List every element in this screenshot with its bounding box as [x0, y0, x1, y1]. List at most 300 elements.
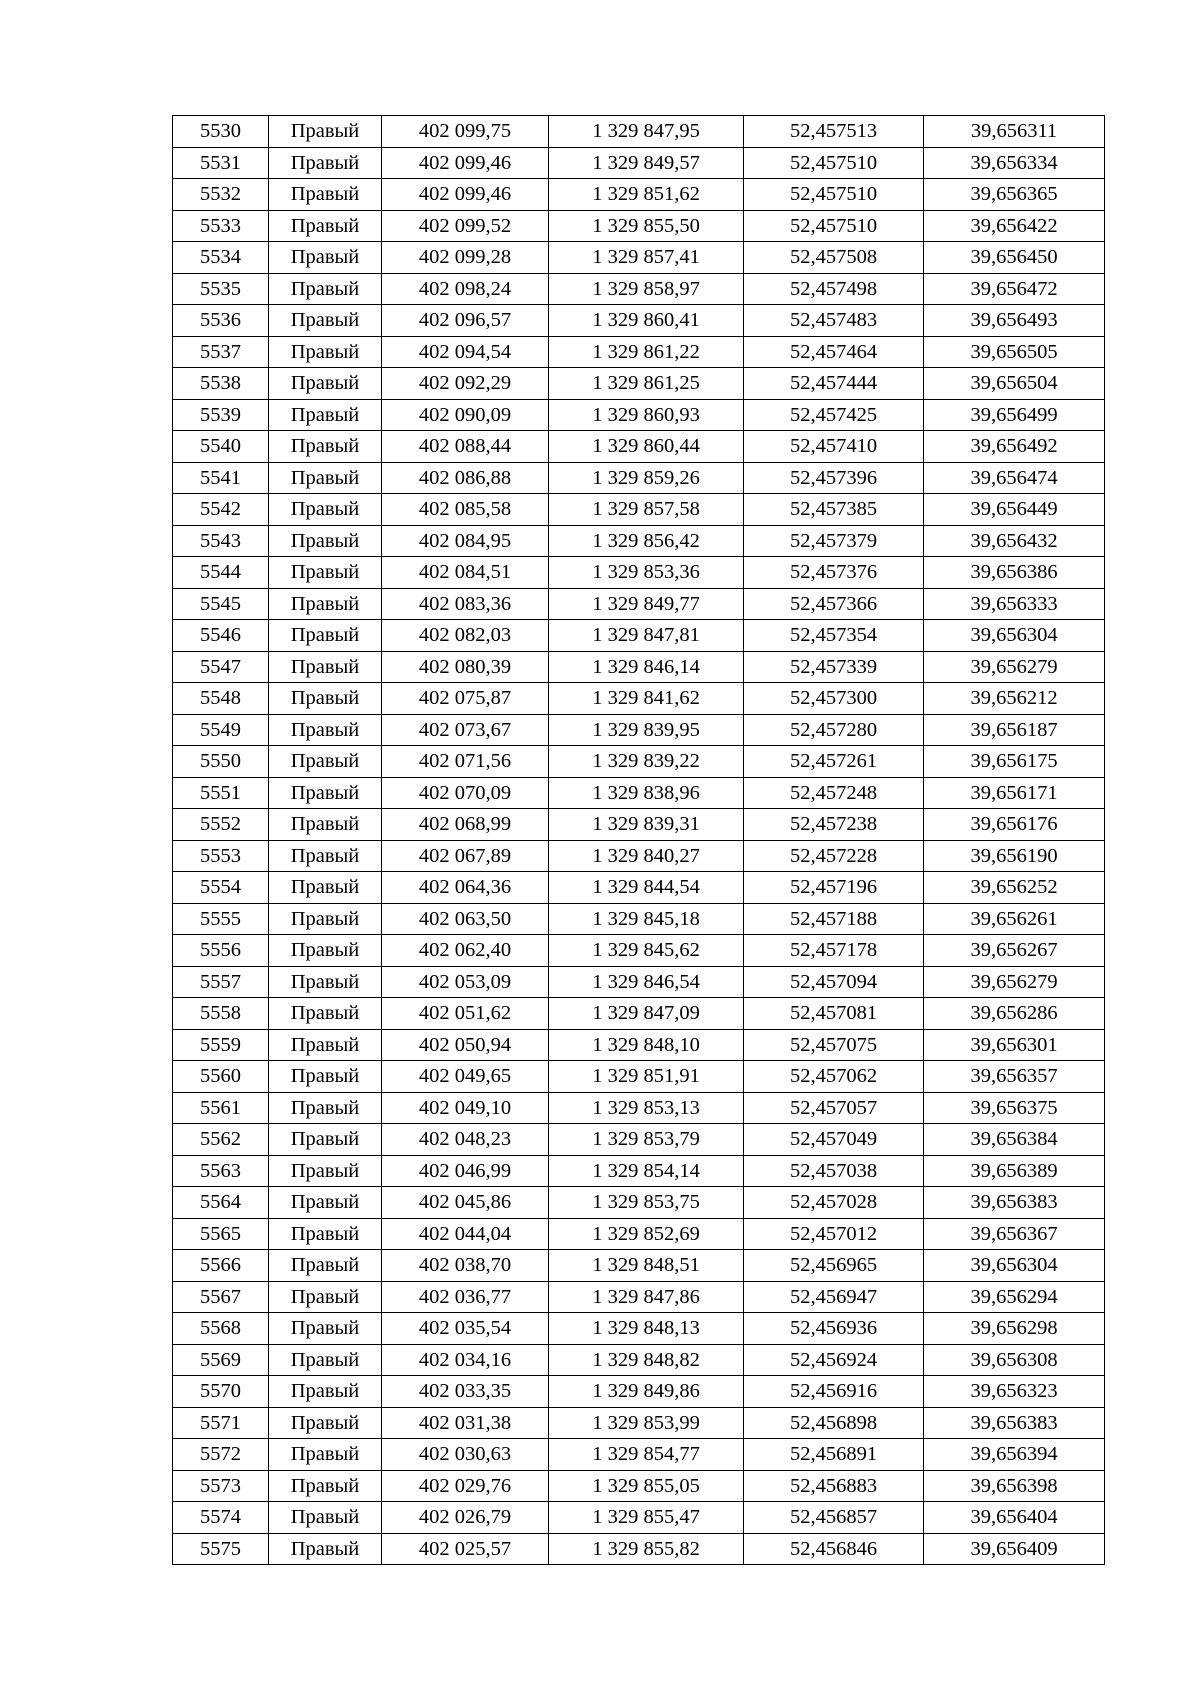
table-row: [173, 1470, 1105, 1502]
point-number-cell: 5572: [173, 1439, 269, 1471]
longitude-cell: 39,656311: [924, 116, 1105, 148]
side-cell: Правый: [269, 1061, 382, 1093]
longitude-cell: 39,656267: [924, 935, 1105, 967]
longitude-cell: 39,656492: [924, 431, 1105, 463]
point-number-cell: 5532: [173, 179, 269, 211]
y-coordinate-cell: 1 329 845,18: [549, 903, 744, 935]
x-coordinate-cell: 402 034,16: [382, 1344, 549, 1376]
point-number-cell: 5563: [173, 1155, 269, 1187]
table-row: [173, 242, 1105, 274]
table-row: [173, 1250, 1105, 1282]
point-number-cell: 5574: [173, 1502, 269, 1534]
y-coordinate-cell: 1 329 848,13: [549, 1313, 744, 1345]
x-coordinate-cell: 402 051,62: [382, 998, 549, 1030]
y-coordinate-cell: 1 329 860,44: [549, 431, 744, 463]
table-row: [173, 1218, 1105, 1250]
table-row: [173, 1061, 1105, 1093]
table-row: [173, 903, 1105, 935]
longitude-cell: 39,656323: [924, 1376, 1105, 1408]
y-coordinate-cell: 1 329 847,09: [549, 998, 744, 1030]
longitude-cell: 39,656472: [924, 273, 1105, 305]
latitude-cell: 52,457410: [744, 431, 924, 463]
x-coordinate-cell: 402 099,75: [382, 116, 549, 148]
x-coordinate-cell: 402 062,40: [382, 935, 549, 967]
x-coordinate-cell: 402 046,99: [382, 1155, 549, 1187]
x-coordinate-cell: 402 084,95: [382, 525, 549, 557]
table-row: [173, 557, 1105, 589]
longitude-cell: 39,656383: [924, 1187, 1105, 1219]
table-row: [173, 1376, 1105, 1408]
x-coordinate-cell: 402 049,65: [382, 1061, 549, 1093]
side-cell: Правый: [269, 872, 382, 904]
longitude-cell: 39,656505: [924, 336, 1105, 368]
point-number-cell: 5556: [173, 935, 269, 967]
point-number-cell: 5537: [173, 336, 269, 368]
side-cell: Правый: [269, 116, 382, 148]
longitude-cell: 39,656499: [924, 399, 1105, 431]
table-row: [173, 840, 1105, 872]
coordinates-table: [172, 115, 1105, 1565]
latitude-cell: 52,457508: [744, 242, 924, 274]
x-coordinate-cell: 402 094,54: [382, 336, 549, 368]
point-number-cell: 5568: [173, 1313, 269, 1345]
point-number-cell: 5550: [173, 746, 269, 778]
point-number-cell: 5573: [173, 1470, 269, 1502]
y-coordinate-cell: 1 329 855,47: [549, 1502, 744, 1534]
side-cell: Правый: [269, 399, 382, 431]
side-cell: Правый: [269, 336, 382, 368]
latitude-cell: 52,457261: [744, 746, 924, 778]
y-coordinate-cell: 1 329 848,10: [549, 1029, 744, 1061]
table-row: [173, 1155, 1105, 1187]
longitude-cell: 39,656365: [924, 179, 1105, 211]
x-coordinate-cell: 402 025,57: [382, 1533, 549, 1565]
table-row: [173, 1187, 1105, 1219]
latitude-cell: 52,456883: [744, 1470, 924, 1502]
point-number-cell: 5547: [173, 651, 269, 683]
table-row: [173, 1533, 1105, 1565]
longitude-cell: 39,656252: [924, 872, 1105, 904]
y-coordinate-cell: 1 329 851,91: [549, 1061, 744, 1093]
latitude-cell: 52,457385: [744, 494, 924, 526]
x-coordinate-cell: 402 084,51: [382, 557, 549, 589]
latitude-cell: 52,457513: [744, 116, 924, 148]
point-number-cell: 5567: [173, 1281, 269, 1313]
longitude-cell: 39,656308: [924, 1344, 1105, 1376]
side-cell: Правый: [269, 147, 382, 179]
x-coordinate-cell: 402 073,67: [382, 714, 549, 746]
side-cell: Правый: [269, 809, 382, 841]
x-coordinate-cell: 402 063,50: [382, 903, 549, 935]
latitude-cell: 52,457300: [744, 683, 924, 715]
longitude-cell: 39,656175: [924, 746, 1105, 778]
point-number-cell: 5544: [173, 557, 269, 589]
side-cell: Правый: [269, 1439, 382, 1471]
x-coordinate-cell: 402 099,52: [382, 210, 549, 242]
latitude-cell: 52,457376: [744, 557, 924, 589]
y-coordinate-cell: 1 329 838,96: [549, 777, 744, 809]
side-cell: Правый: [269, 998, 382, 1030]
point-number-cell: 5538: [173, 368, 269, 400]
table-row: [173, 431, 1105, 463]
x-coordinate-cell: 402 098,24: [382, 273, 549, 305]
x-coordinate-cell: 402 096,57: [382, 305, 549, 337]
longitude-cell: 39,656261: [924, 903, 1105, 935]
side-cell: Правый: [269, 305, 382, 337]
side-cell: Правый: [269, 1502, 382, 1534]
point-number-cell: 5536: [173, 305, 269, 337]
x-coordinate-cell: 402 088,44: [382, 431, 549, 463]
table-row: [173, 525, 1105, 557]
table-row: [173, 651, 1105, 683]
longitude-cell: 39,656409: [924, 1533, 1105, 1565]
table-row: [173, 1124, 1105, 1156]
y-coordinate-cell: 1 329 839,31: [549, 809, 744, 841]
longitude-cell: 39,656298: [924, 1313, 1105, 1345]
point-number-cell: 5551: [173, 777, 269, 809]
longitude-cell: 39,656422: [924, 210, 1105, 242]
x-coordinate-cell: 402 075,87: [382, 683, 549, 715]
table-row: [173, 273, 1105, 305]
point-number-cell: 5539: [173, 399, 269, 431]
x-coordinate-cell: 402 090,09: [382, 399, 549, 431]
longitude-cell: 39,656504: [924, 368, 1105, 400]
y-coordinate-cell: 1 329 851,62: [549, 179, 744, 211]
table-row: [173, 620, 1105, 652]
longitude-cell: 39,656304: [924, 620, 1105, 652]
latitude-cell: 52,456936: [744, 1313, 924, 1345]
latitude-cell: 52,457196: [744, 872, 924, 904]
y-coordinate-cell: 1 329 857,58: [549, 494, 744, 526]
latitude-cell: 52,457510: [744, 147, 924, 179]
point-number-cell: 5546: [173, 620, 269, 652]
y-coordinate-cell: 1 329 855,50: [549, 210, 744, 242]
x-coordinate-cell: 402 082,03: [382, 620, 549, 652]
point-number-cell: 5561: [173, 1092, 269, 1124]
side-cell: Правый: [269, 588, 382, 620]
latitude-cell: 52,457510: [744, 210, 924, 242]
longitude-cell: 39,656389: [924, 1155, 1105, 1187]
x-coordinate-cell: 402 029,76: [382, 1470, 549, 1502]
point-number-cell: 5545: [173, 588, 269, 620]
table-row: [173, 368, 1105, 400]
x-coordinate-cell: 402 070,09: [382, 777, 549, 809]
latitude-cell: 52,457012: [744, 1218, 924, 1250]
y-coordinate-cell: 1 329 847,81: [549, 620, 744, 652]
y-coordinate-cell: 1 329 859,26: [549, 462, 744, 494]
side-cell: Правый: [269, 1470, 382, 1502]
table-row: [173, 777, 1105, 809]
side-cell: Правый: [269, 903, 382, 935]
y-coordinate-cell: 1 329 855,05: [549, 1470, 744, 1502]
y-coordinate-cell: 1 329 853,13: [549, 1092, 744, 1124]
longitude-cell: 39,656493: [924, 305, 1105, 337]
table-row: [173, 462, 1105, 494]
latitude-cell: 52,457498: [744, 273, 924, 305]
table-row: [173, 809, 1105, 841]
y-coordinate-cell: 1 329 848,82: [549, 1344, 744, 1376]
side-cell: Правый: [269, 557, 382, 589]
side-cell: Правый: [269, 525, 382, 557]
y-coordinate-cell: 1 329 861,22: [549, 336, 744, 368]
point-number-cell: 5552: [173, 809, 269, 841]
y-coordinate-cell: 1 329 844,54: [549, 872, 744, 904]
point-number-cell: 5535: [173, 273, 269, 305]
side-cell: Правый: [269, 494, 382, 526]
side-cell: Правый: [269, 1313, 382, 1345]
y-coordinate-cell: 1 329 860,93: [549, 399, 744, 431]
latitude-cell: 52,457028: [744, 1187, 924, 1219]
x-coordinate-cell: 402 064,36: [382, 872, 549, 904]
side-cell: Правый: [269, 1187, 382, 1219]
side-cell: Правый: [269, 210, 382, 242]
latitude-cell: 52,457062: [744, 1061, 924, 1093]
x-coordinate-cell: 402 044,04: [382, 1218, 549, 1250]
x-coordinate-cell: 402 085,58: [382, 494, 549, 526]
y-coordinate-cell: 1 329 848,51: [549, 1250, 744, 1282]
point-number-cell: 5555: [173, 903, 269, 935]
point-number-cell: 5566: [173, 1250, 269, 1282]
table-row: [173, 1029, 1105, 1061]
point-number-cell: 5564: [173, 1187, 269, 1219]
point-number-cell: 5569: [173, 1344, 269, 1376]
latitude-cell: 52,456924: [744, 1344, 924, 1376]
latitude-cell: 52,457464: [744, 336, 924, 368]
y-coordinate-cell: 1 329 847,86: [549, 1281, 744, 1313]
point-number-cell: 5540: [173, 431, 269, 463]
y-coordinate-cell: 1 329 839,95: [549, 714, 744, 746]
side-cell: Правый: [269, 242, 382, 274]
x-coordinate-cell: 402 045,86: [382, 1187, 549, 1219]
side-cell: Правый: [269, 1124, 382, 1156]
table-row: [173, 998, 1105, 1030]
y-coordinate-cell: 1 329 839,22: [549, 746, 744, 778]
longitude-cell: 39,656190: [924, 840, 1105, 872]
side-cell: Правый: [269, 620, 382, 652]
side-cell: Правый: [269, 1376, 382, 1408]
y-coordinate-cell: 1 329 860,41: [549, 305, 744, 337]
side-cell: Правый: [269, 683, 382, 715]
table-row: [173, 305, 1105, 337]
x-coordinate-cell: 402 035,54: [382, 1313, 549, 1345]
point-number-cell: 5575: [173, 1533, 269, 1565]
longitude-cell: 39,656212: [924, 683, 1105, 715]
latitude-cell: 52,457379: [744, 525, 924, 557]
y-coordinate-cell: 1 329 861,25: [549, 368, 744, 400]
x-coordinate-cell: 402 033,35: [382, 1376, 549, 1408]
table-row: [173, 1092, 1105, 1124]
x-coordinate-cell: 402 048,23: [382, 1124, 549, 1156]
y-coordinate-cell: 1 329 849,86: [549, 1376, 744, 1408]
side-cell: Правый: [269, 777, 382, 809]
y-coordinate-cell: 1 329 854,77: [549, 1439, 744, 1471]
side-cell: Правый: [269, 935, 382, 967]
x-coordinate-cell: 402 031,38: [382, 1407, 549, 1439]
latitude-cell: 52,457057: [744, 1092, 924, 1124]
y-coordinate-cell: 1 329 853,75: [549, 1187, 744, 1219]
longitude-cell: 39,656279: [924, 651, 1105, 683]
table-row: [173, 1502, 1105, 1534]
latitude-cell: 52,457081: [744, 998, 924, 1030]
x-coordinate-cell: 402 036,77: [382, 1281, 549, 1313]
point-number-cell: 5554: [173, 872, 269, 904]
x-coordinate-cell: 402 053,09: [382, 966, 549, 998]
latitude-cell: 52,456898: [744, 1407, 924, 1439]
y-coordinate-cell: 1 329 853,36: [549, 557, 744, 589]
longitude-cell: 39,656294: [924, 1281, 1105, 1313]
y-coordinate-cell: 1 329 849,77: [549, 588, 744, 620]
y-coordinate-cell: 1 329 845,62: [549, 935, 744, 967]
x-coordinate-cell: 402 026,79: [382, 1502, 549, 1534]
x-coordinate-cell: 402 071,56: [382, 746, 549, 778]
side-cell: Правый: [269, 1155, 382, 1187]
longitude-cell: 39,656187: [924, 714, 1105, 746]
longitude-cell: 39,656279: [924, 966, 1105, 998]
point-number-cell: 5533: [173, 210, 269, 242]
side-cell: Правый: [269, 462, 382, 494]
longitude-cell: 39,656333: [924, 588, 1105, 620]
y-coordinate-cell: 1 329 854,14: [549, 1155, 744, 1187]
table-row: [173, 494, 1105, 526]
latitude-cell: 52,457248: [744, 777, 924, 809]
table-row: [173, 966, 1105, 998]
side-cell: Правый: [269, 1533, 382, 1565]
x-coordinate-cell: 402 049,10: [382, 1092, 549, 1124]
x-coordinate-cell: 402 068,99: [382, 809, 549, 841]
x-coordinate-cell: 402 099,28: [382, 242, 549, 274]
table-row: [173, 179, 1105, 211]
side-cell: Правый: [269, 1250, 382, 1282]
longitude-cell: 39,656474: [924, 462, 1105, 494]
x-coordinate-cell: 402 080,39: [382, 651, 549, 683]
latitude-cell: 52,457366: [744, 588, 924, 620]
latitude-cell: 52,456846: [744, 1533, 924, 1565]
table-row: [173, 588, 1105, 620]
longitude-cell: 39,656176: [924, 809, 1105, 841]
point-number-cell: 5541: [173, 462, 269, 494]
table-row: [173, 1407, 1105, 1439]
table-row: [173, 683, 1105, 715]
side-cell: Правый: [269, 1344, 382, 1376]
latitude-cell: 52,457396: [744, 462, 924, 494]
longitude-cell: 39,656449: [924, 494, 1105, 526]
longitude-cell: 39,656301: [924, 1029, 1105, 1061]
longitude-cell: 39,656375: [924, 1092, 1105, 1124]
longitude-cell: 39,656450: [924, 242, 1105, 274]
x-coordinate-cell: 402 038,70: [382, 1250, 549, 1282]
latitude-cell: 52,457178: [744, 935, 924, 967]
side-cell: Правый: [269, 714, 382, 746]
x-coordinate-cell: 402 067,89: [382, 840, 549, 872]
y-coordinate-cell: 1 329 847,95: [549, 116, 744, 148]
longitude-cell: 39,656386: [924, 557, 1105, 589]
coordinates-table-body: [173, 116, 1105, 1565]
side-cell: Правый: [269, 1029, 382, 1061]
point-number-cell: 5559: [173, 1029, 269, 1061]
latitude-cell: 52,457188: [744, 903, 924, 935]
side-cell: Правый: [269, 1407, 382, 1439]
y-coordinate-cell: 1 329 846,54: [549, 966, 744, 998]
latitude-cell: 52,457510: [744, 179, 924, 211]
y-coordinate-cell: 1 329 841,62: [549, 683, 744, 715]
table-row: [173, 935, 1105, 967]
x-coordinate-cell: 402 083,36: [382, 588, 549, 620]
table-row: [173, 1439, 1105, 1471]
latitude-cell: 52,456891: [744, 1439, 924, 1471]
longitude-cell: 39,656286: [924, 998, 1105, 1030]
latitude-cell: 52,457280: [744, 714, 924, 746]
side-cell: Правый: [269, 1218, 382, 1250]
latitude-cell: 52,456965: [744, 1250, 924, 1282]
side-cell: Правый: [269, 746, 382, 778]
latitude-cell: 52,457094: [744, 966, 924, 998]
latitude-cell: 52,457425: [744, 399, 924, 431]
point-number-cell: 5558: [173, 998, 269, 1030]
point-number-cell: 5562: [173, 1124, 269, 1156]
table-row: [173, 872, 1105, 904]
table-row: [173, 116, 1105, 148]
table-row: [173, 746, 1105, 778]
point-number-cell: 5543: [173, 525, 269, 557]
table-row: [173, 1313, 1105, 1345]
longitude-cell: 39,656334: [924, 147, 1105, 179]
side-cell: Правый: [269, 1092, 382, 1124]
point-number-cell: 5549: [173, 714, 269, 746]
longitude-cell: 39,656383: [924, 1407, 1105, 1439]
latitude-cell: 52,457228: [744, 840, 924, 872]
point-number-cell: 5530: [173, 116, 269, 148]
point-number-cell: 5548: [173, 683, 269, 715]
point-number-cell: 5565: [173, 1218, 269, 1250]
longitude-cell: 39,656304: [924, 1250, 1105, 1282]
latitude-cell: 52,457354: [744, 620, 924, 652]
side-cell: Правый: [269, 179, 382, 211]
table-row: [173, 336, 1105, 368]
x-coordinate-cell: 402 099,46: [382, 179, 549, 211]
longitude-cell: 39,656171: [924, 777, 1105, 809]
latitude-cell: 52,457238: [744, 809, 924, 841]
side-cell: Правый: [269, 273, 382, 305]
side-cell: Правый: [269, 966, 382, 998]
x-coordinate-cell: 402 030,63: [382, 1439, 549, 1471]
point-number-cell: 5557: [173, 966, 269, 998]
latitude-cell: 52,457075: [744, 1029, 924, 1061]
point-number-cell: 5542: [173, 494, 269, 526]
side-cell: Правый: [269, 368, 382, 400]
longitude-cell: 39,656367: [924, 1218, 1105, 1250]
y-coordinate-cell: 1 329 840,27: [549, 840, 744, 872]
side-cell: Правый: [269, 431, 382, 463]
table-row: [173, 714, 1105, 746]
point-number-cell: 5553: [173, 840, 269, 872]
x-coordinate-cell: 402 099,46: [382, 147, 549, 179]
longitude-cell: 39,656384: [924, 1124, 1105, 1156]
y-coordinate-cell: 1 329 852,69: [549, 1218, 744, 1250]
x-coordinate-cell: 402 092,29: [382, 368, 549, 400]
table-row: [173, 399, 1105, 431]
point-number-cell: 5571: [173, 1407, 269, 1439]
latitude-cell: 52,457038: [744, 1155, 924, 1187]
latitude-cell: 52,456916: [744, 1376, 924, 1408]
table-row: [173, 147, 1105, 179]
point-number-cell: 5570: [173, 1376, 269, 1408]
y-coordinate-cell: 1 329 853,79: [549, 1124, 744, 1156]
y-coordinate-cell: 1 329 853,99: [549, 1407, 744, 1439]
y-coordinate-cell: 1 329 856,42: [549, 525, 744, 557]
latitude-cell: 52,457339: [744, 651, 924, 683]
y-coordinate-cell: 1 329 857,41: [549, 242, 744, 274]
x-coordinate-cell: 402 050,94: [382, 1029, 549, 1061]
